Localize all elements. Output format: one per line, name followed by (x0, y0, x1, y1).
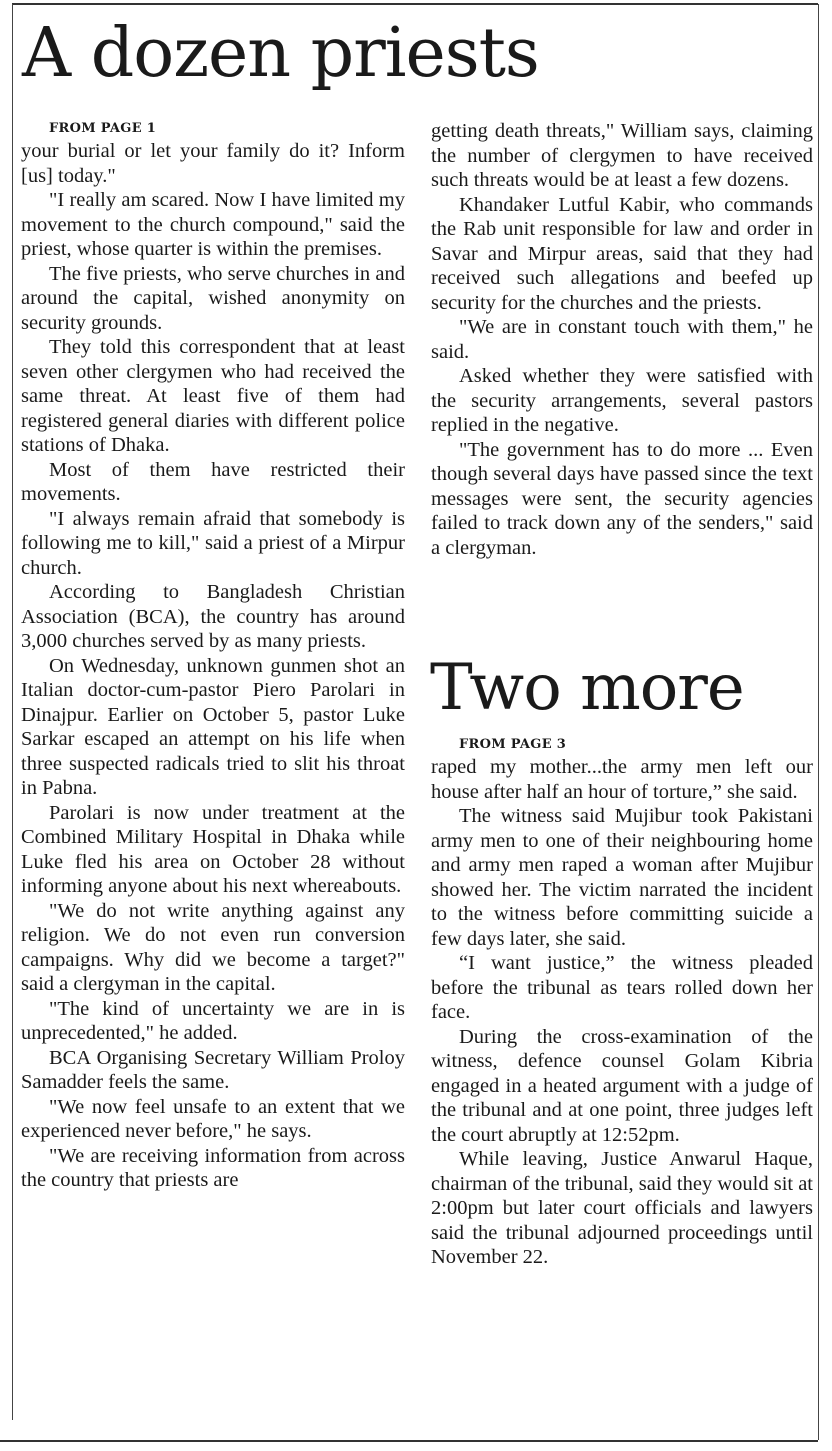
paragraph: Asked whether they were satisfied with the security arrangements, several pastors replied in the negative. (431, 365, 813, 436)
paragraph: "We now feel unsafe to an extent that we experienced never before," he says. (21, 1095, 405, 1142)
paragraph: getting death threats," William says, claiming the number of clergymen to have received such threats would be at least a few dozens. (431, 120, 813, 191)
paragraph: The five priests, who serve churches in and around the capital, wished anonymity on security grounds. (21, 262, 405, 334)
story1-column-1 (21, 119, 405, 1193)
paragraph: BCA Organising Secretary William Proloy Samadder feels the same. (21, 1046, 405, 1093)
paragraph: “I want justice,” the witness pleaded before the tribunal as tears rolled down her face. (431, 952, 813, 1023)
headline-priests: A dozen priests (22, 14, 539, 93)
bottom-rule (0, 1440, 818, 1442)
paragraph: your burial or let your family do it? Inform [us] today." (21, 140, 405, 187)
left-rule (12, 4, 13, 1420)
paragraph: "I really am scared. Now I have limited my movement to the church compound," said the priest, whose quarter is within the premises. (21, 189, 405, 260)
paragraph: raped my mother...the army men left our house after half an hour of torture,” she said. (431, 756, 813, 803)
paragraph: According to Bangladesh Christian Association (BCA), the country has around 3,000 churches served by as many priests. (21, 581, 405, 652)
paragraph: "We are receiving information from across the country that priests are (21, 1144, 405, 1191)
paragraph: While leaving, Justice Anwarul Haque, chairman of the tribunal, said they would sit at 2:00pm but later court officials and lawyers said the tribunal adjourned proceedings until November 22. (431, 1148, 814, 1268)
from-page-label: FROM PAGE 3 (459, 737, 567, 752)
story1-column-2 (431, 119, 813, 560)
paragraph: Most of them have restricted their movements. (21, 458, 405, 505)
paragraph: The witness said Mujibur took Pakistani army men to one of their neighbouring home and army men raped a woman after Mujibur showed her. The victim narrated the incident to the witness before committing suicide a few days later, she said. (431, 805, 813, 950)
paragraph: During the cross-examination of the witness, defence counsel Golam Kibria engaged in a heated argument with a judge of the tribunal and at one point, three judges left the court abruptly at 12:52pm. (431, 1025, 813, 1146)
paragraph: "I always remain afraid that somebody is following me to kill," said a priest of a Mirpur church. (21, 507, 405, 579)
headline-two-more: Two more (430, 651, 744, 725)
paragraph: They told this correspondent that at least seven other clergymen who had received the same threat. At least five of them had registered general diaries with different police stations of Dhaka. (21, 336, 405, 456)
paragraph: "We are in constant touch with them," he said. (431, 316, 813, 363)
right-rule (818, 4, 819, 1440)
from-page-label: FROM PAGE 1 (49, 121, 157, 136)
story2-column (431, 735, 813, 1270)
paragraph: "The government has to do more ... Even though several days have passed since the text messages were sent, the security agencies failed to track down any of the senders," said a clergyman. (431, 438, 813, 559)
paragraph: "The kind of uncertainty we are in is unprecedented," he added. (21, 997, 405, 1044)
top-rule (12, 3, 818, 5)
paragraph: "We do not write anything against any religion. We do not even run conversion campaigns. Why did we become a target?" said a clergyman in the capital. (21, 899, 405, 995)
paragraph: Parolari is now under treatment at the Combined Military Hospital in Dhaka while Luke fled his area on October 28 without informing anyone about his next whereabouts. (21, 801, 405, 897)
paragraph: Khandaker Lutful Kabir, who commands the Rab unit responsible for law and order in Savar and Mirpur areas, said that they had received such allegations and beefed up security for the churches and the priests. (431, 193, 813, 314)
paragraph: On Wednesday, unknown gunmen shot an Italian doctor-cum-pastor Piero Parolari in Dinajpur. Earlier on October 5, pastor Luke Sarkar escaped an attempt on his life when three suspected radicals tried to slit his throat in Pabna. (21, 654, 405, 799)
